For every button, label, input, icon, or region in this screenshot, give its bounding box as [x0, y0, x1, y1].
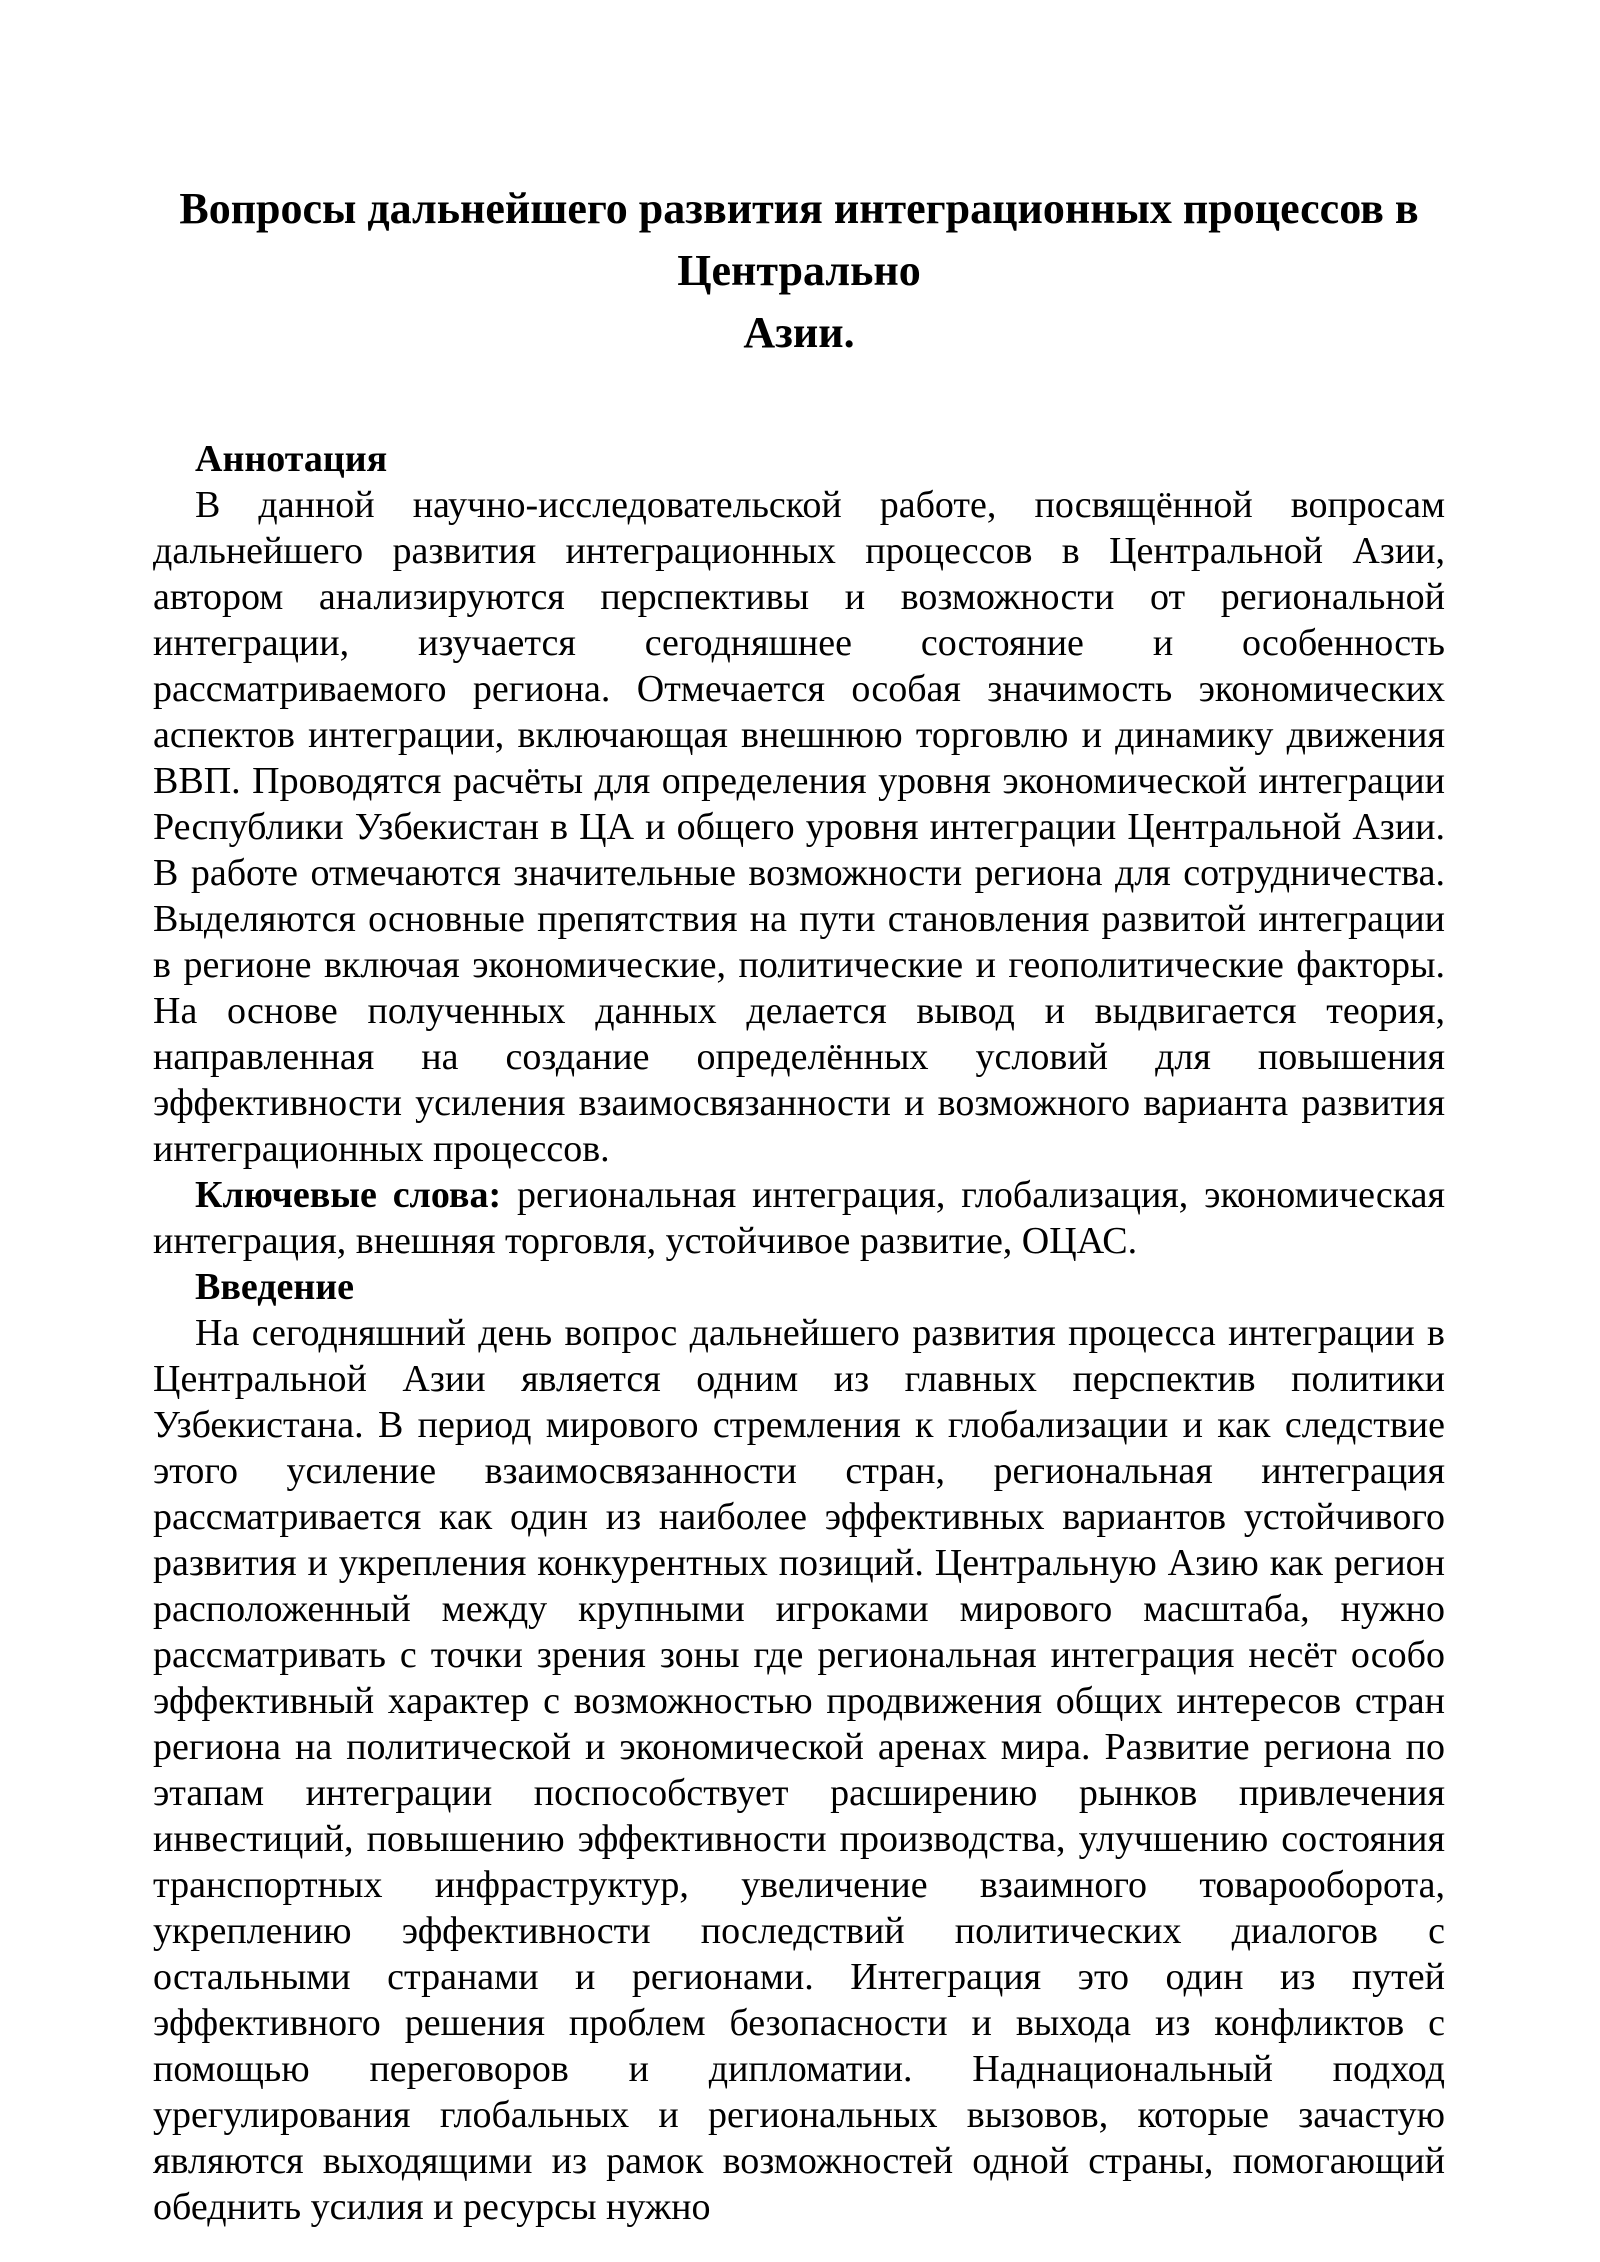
page-content — [153, 178, 1445, 2230]
page-title-line-2: Азии. — [743, 308, 855, 357]
page-title — [153, 178, 1445, 364]
introduction-paragraph: На сегодняшний день вопрос дальнейшего развития процесса интеграции в Центральной Азии является одним из главных перспектив политики Узбекистана. В период мирового стремления к глобализации и как следствие этого усиление взаимосвязанности стран, региональная интеграция рассматривается как один из наиболее эффективных вариантов устойчивого развития и укрепления конкурентных позиций. Центральную Азию как регион расположенный между крупными игроками мирового масштаба, нужно рассматривать с точки зрения зоны где региональная интеграция несёт особо эффективный характер с возможностью продвижения общих интересов стран региона на политической и экономической аренах мира. Развитие региона по этапам интеграции поспособствует расширению рынков привлечения инвестиций, повышению эффективности производства, улучшению состояния транспортных инфраструктур, увеличение взаимного товарооборота, укреплению эффективности последствий политических диалогов с остальными странами и регионами. Интеграция это один из путей эффективного решения проблем безопасности и выхода из конфликтов с помощью переговоров и дипломатии. Наднациональный подход урегулирования глобальных и региональных вызовов, которые зачастую являются выходящими из рамок возможностей одной страны, помогающий обеднить усилия и ресурсы нужно — [153, 1312, 1445, 2228]
keywords-text: региональная интеграция, глобализация, экономическая интеграция, внешняя торговля, устойчивое развитие, ОЦАС. — [153, 1174, 1445, 1262]
abstract-paragraph: В данной научно-исследовательской работе, посвящённой вопросам дальнейшего развития интеграционных процессов в Центральной Азии, автором анализируются перспективы и возможности от региональной интеграции, изучается сегодняшнее состояние и особенность рассматриваемого региона. Отмечается особая значимость экономических аспектов интеграции, включающая внешнюю торговлю и динамику движения ВВП. Проводятся расчёты для определения уровня экономической интеграции Республики Узбекистан в ЦА и общего уровня интеграции Центральной Азии. В работе отмечаются значительные возможности региона для сотрудничества. Выделяются основные препятствия на пути становления развитой интеграции в регионе включая экономические, политические и геополитические факторы. На основе полученных данных делается вывод и выдвигается теория, направленная на создание определённых условий для повышения эффективности усиления взаимосвязанности и возможного варианта развития интеграционных процессов. — [153, 484, 1445, 1170]
introduction-heading: Введение — [195, 1266, 354, 1308]
abstract-heading: Аннотация — [195, 438, 388, 480]
keywords-label: Ключевые слова: — [195, 1174, 502, 1216]
keywords-paragraph — [153, 1172, 1445, 1264]
page-title-line-1: Вопросы дальнейшего развития интеграционных процессов в Центрально — [179, 184, 1419, 295]
document-body — [153, 436, 1445, 2230]
